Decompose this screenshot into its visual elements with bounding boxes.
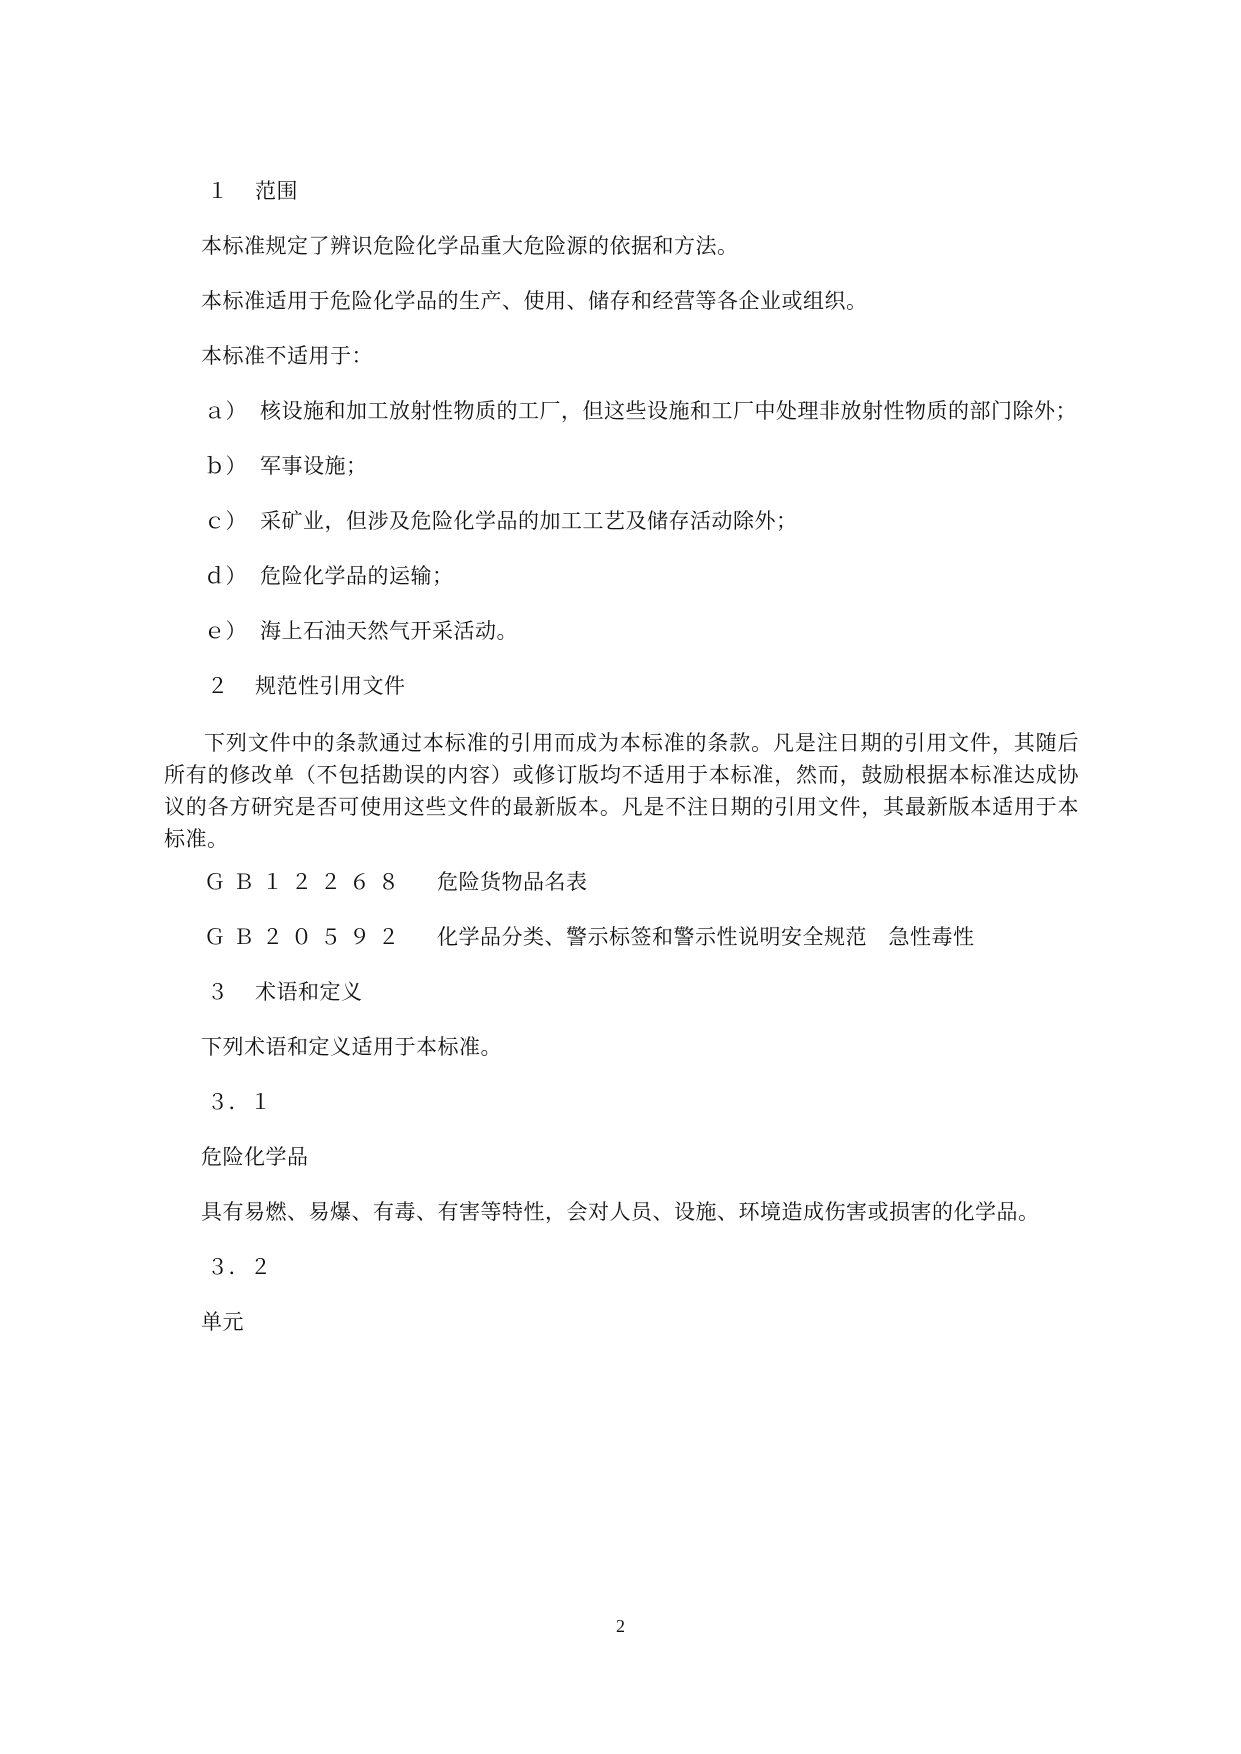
term-3-1-definition: 具有易燃、易爆、有毒、有害等特性，会对人员、设施、环境造成伤害或损害的化学品。: [201, 1200, 1040, 1224]
reference-item-1: [204, 867, 588, 897]
section-2-title: 规范性引用文件: [255, 674, 406, 698]
list-marker: ａ）: [204, 399, 247, 423]
reference-code: ＧＢ２０５９２: [204, 925, 407, 949]
exclusion-item-c: [204, 506, 798, 536]
term-3-2-name: 单元: [201, 1310, 244, 1334]
term-3-1-name: 危险化学品: [201, 1145, 309, 1169]
scope-paragraph-1: 本标准规定了辨识危险化学品重大危险源的依据和方法。: [201, 234, 739, 258]
list-item-text: 核设施和加工放射性物质的工厂，但这些设施和工厂中处理非放射性物质的部门除外；: [260, 399, 1077, 423]
section-2-number: ２: [207, 674, 229, 698]
reference-code: ＧＢ１２２６８: [204, 870, 407, 894]
list-marker: ｂ）: [204, 454, 247, 478]
list-marker: ｃ）: [204, 509, 247, 533]
exclusion-item-b: [204, 451, 368, 481]
list-item-text: 海上石油天然气开采活动。: [260, 619, 518, 643]
scope-paragraph-3: 本标准不适用于：: [201, 344, 373, 368]
section-2-heading: [207, 671, 406, 701]
section-1-number: １: [207, 179, 229, 203]
term-3-1-number: ３．１: [207, 1090, 272, 1114]
term-3-2-number: ３．２: [207, 1255, 272, 1279]
list-item-text: 军事设施；: [260, 454, 368, 478]
section-1-heading: [207, 176, 298, 206]
reference-item-2: [204, 922, 975, 952]
reference-title: 危险货物品名表: [437, 870, 588, 894]
section-3-title: 术语和定义: [255, 980, 363, 1004]
list-item-text: 采矿业，但涉及危险化学品的加工工艺及储存活动除外；: [260, 509, 798, 533]
exclusion-item-e: [204, 616, 518, 646]
reference-title: 化学品分类、警示标签和警示性说明安全规范 急性毒性: [437, 925, 975, 949]
section-3-number: ３: [207, 980, 229, 1004]
scope-paragraph-2: 本标准适用于危险化学品的生产、使用、储存和经营等各企业或组织。: [201, 289, 868, 313]
exclusion-item-a: [204, 396, 1077, 426]
list-marker: ｄ）: [204, 564, 247, 588]
list-marker: ｅ）: [204, 619, 247, 643]
normative-references-paragraph: 下列文件中的条款通过本标准的引用而成为本标准的条款。凡是注日期的引用文件，其随后所有的修改单（不包括勘误的内容）或修订版均不适用于本标准，然而，鼓励根据本标准达成协议的各方研究是否可使用这些文件的最新版本。凡是不注日期的引用文件，其最新版本适用于本标准。: [164, 731, 1079, 851]
list-item-text: 危险化学品的运输；: [260, 564, 454, 588]
section-1-title: 范围: [255, 179, 298, 203]
section-3-heading: [207, 977, 363, 1007]
definitions-intro: 下列术语和定义适用于本标准。: [201, 1035, 502, 1059]
page-number: 2: [616, 1616, 625, 1636]
exclusion-item-d: [204, 561, 454, 591]
